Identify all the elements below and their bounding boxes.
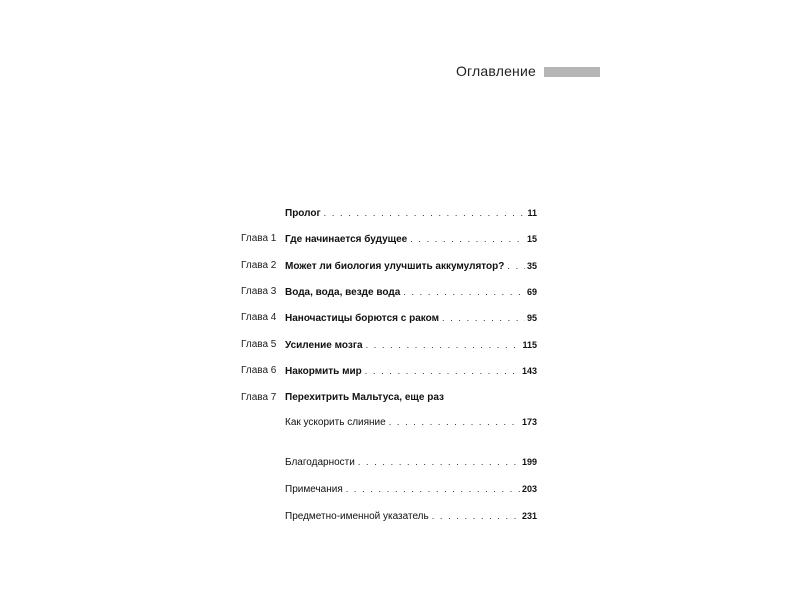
toc-entry-chapter-1[interactable] <box>241 232 537 246</box>
entry-title: Предметно-именной указатель <box>285 511 429 522</box>
toc-entry-chapter-3[interactable] <box>241 285 537 299</box>
page-number: 95 <box>526 313 537 323</box>
dot-leader <box>389 415 520 429</box>
toc-entry-subsection[interactable] <box>241 415 537 429</box>
dot-leader <box>366 338 521 352</box>
dot-leader <box>346 482 520 496</box>
chapter-label: Глава 7 <box>241 392 277 403</box>
toc-entry-chapter-7[interactable] <box>241 391 537 405</box>
page-number: 115 <box>522 340 537 350</box>
toc-entry-index[interactable] <box>241 509 537 523</box>
page-number: 173 <box>521 417 537 427</box>
dot-leader <box>442 311 525 325</box>
chapter-label: Глава 5 <box>241 339 277 350</box>
title-accent-bar <box>544 67 600 77</box>
entry-title: Может ли биология улучшить аккумулятор? <box>285 261 505 272</box>
page-title: Оглавление <box>455 63 536 79</box>
entry-title: Вода, вода, везде вода <box>285 287 401 298</box>
entry-title: Где начинается будущее <box>285 234 408 245</box>
entry-title: Примечания <box>285 484 343 495</box>
page-number: 203 <box>521 484 537 494</box>
page-number: 143 <box>521 366 537 376</box>
chapter-label: Глава 1 <box>241 233 277 244</box>
dot-leader <box>324 206 526 220</box>
dot-leader <box>403 285 525 299</box>
entry-title: Как ускорить слияние <box>285 417 386 428</box>
page-number: 35 <box>526 261 537 271</box>
chapter-label: Глава 2 <box>241 260 277 271</box>
page-number: 69 <box>526 287 537 297</box>
toc-header <box>430 63 600 81</box>
toc-entry-chapter-2[interactable] <box>241 259 537 273</box>
dot-leader <box>507 259 525 273</box>
dot-leader <box>365 364 520 378</box>
entry-title: Пролог <box>285 208 321 219</box>
chapter-label: Глава 3 <box>241 286 277 297</box>
page-number: 11 <box>527 208 537 218</box>
chapter-label: Глава 4 <box>241 312 277 323</box>
page-number: 199 <box>521 457 537 467</box>
entry-title: Перехитрить Мальтуса, еще раз <box>285 392 444 403</box>
toc-entry-chapter-6[interactable] <box>241 364 537 378</box>
dot-leader <box>358 455 520 469</box>
toc-entry-prologue[interactable] <box>241 206 537 220</box>
page-number: 231 <box>521 511 537 521</box>
entry-title: Накормить мир <box>285 366 362 377</box>
entry-title: Усиление мозга <box>285 340 363 351</box>
dot-leader <box>432 509 520 523</box>
toc-entry-chapter-5[interactable] <box>241 338 537 352</box>
toc-entry-notes[interactable] <box>241 482 537 496</box>
dot-leader <box>410 232 525 246</box>
chapter-label: Глава 6 <box>241 365 277 376</box>
entry-title: Наночастицы борются с раком <box>285 313 440 324</box>
toc-entry-chapter-4[interactable] <box>241 311 537 325</box>
entry-title: Благодарности <box>285 457 355 468</box>
page-number: 15 <box>526 234 537 244</box>
toc-entry-acknowledgements[interactable] <box>241 455 537 469</box>
